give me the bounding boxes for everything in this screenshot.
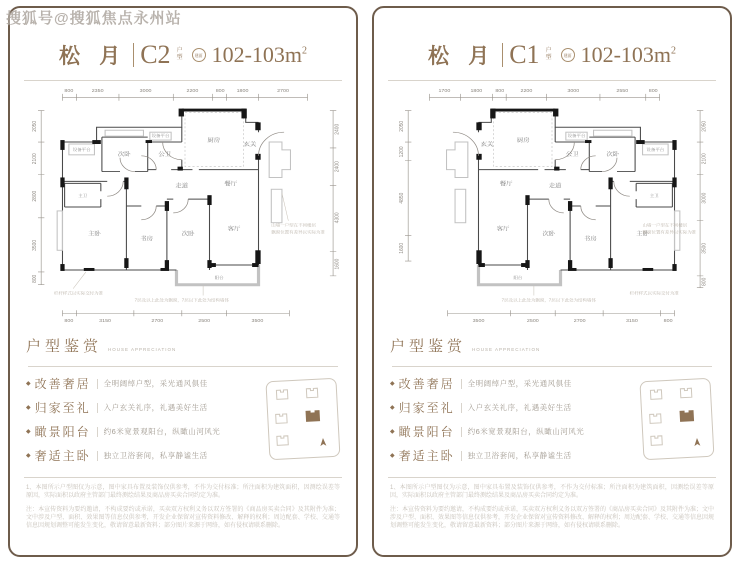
disclaimer [22, 484, 344, 530]
title-rule [388, 80, 716, 81]
svg-text:山墙一户型在不同楼层: 山墙一户型在不同楼层 [271, 222, 316, 228]
svg-text:飘窗位置有差异以实际为准: 飘窗位置有差异以实际为准 [642, 229, 697, 235]
svg-text:2500: 2500 [526, 318, 539, 325]
plan-notes [502, 222, 697, 304]
area-value [212, 42, 307, 68]
features-rule [24, 477, 342, 478]
card-title-c2 [22, 40, 344, 70]
room-living: 客厅 [496, 225, 510, 233]
room-bath: 公卫 [158, 151, 172, 158]
svg-text:800: 800 [64, 318, 74, 325]
svg-text:3500: 3500 [251, 318, 264, 325]
dims-bottom [62, 310, 289, 324]
svg-text:1800: 1800 [236, 88, 249, 94]
appreciation-title: 户型鉴赏 [390, 339, 467, 355]
feature-desc: 入户玄关礼序，礼遇美好生活 [103, 403, 208, 412]
feature-desc: 约6米宽景观阳台，纵瞰山河风光 [103, 427, 221, 436]
feature-desc: 独立卫浴套间，私享静谧生活 [103, 451, 208, 460]
site-keyplan [264, 377, 342, 463]
disclaimer-p1: 1、本图所示户型图仅为示意，图中家具布置及装饰仅供参考，不作为交付标准；所注面积为建筑面积，因测绘误差等原因，实际面积以政府主管部门最终测绘结果及商品房买卖合同约定为准。 [390, 485, 714, 499]
floorplan-c1-wrap [386, 83, 718, 329]
svg-text:2200: 2200 [520, 88, 533, 94]
diamond-icon: ◆ [26, 405, 31, 411]
feature-title: 奢适主卧 [34, 449, 91, 463]
dims-left [399, 111, 412, 262]
svg-text:3000: 3000 [701, 192, 708, 204]
area-number: 102-103m [580, 42, 672, 67]
title-divider [133, 43, 134, 67]
feature-separator [97, 451, 98, 461]
dims-left [32, 111, 45, 285]
svg-text:2400: 2400 [334, 123, 341, 135]
svg-text:2700: 2700 [573, 318, 586, 325]
area-number: 102-103m [211, 42, 303, 67]
area-sup: 2 [302, 45, 308, 57]
unit-code: C2 [140, 40, 171, 69]
feature-desc: 约6米宽景观阳台，纵瞰山河风光 [467, 427, 585, 436]
appreciation-title: 户型鉴赏 [26, 339, 103, 355]
feature-separator [97, 403, 98, 413]
disclaimer-p1: 1、本图所示户型图仅为示意，图中家具布置及装饰仅供参考，不作为交付标准；所注面积为建筑面积，因测绘误差等原因，实际面积以政府主管部门最终测绘结果及商品房买卖合同约定为准。 [26, 485, 340, 499]
svg-text:3150: 3150 [625, 318, 638, 325]
title-divider [502, 43, 503, 67]
dims-top [429, 88, 659, 101]
title-rule [24, 80, 342, 81]
floorplan-card-c2 [8, 6, 358, 557]
svg-text:2500: 2500 [198, 318, 211, 325]
room-bedroom2: 次卧 [606, 151, 620, 158]
appreciation-rule [392, 366, 712, 367]
svg-text:2400: 2400 [334, 161, 341, 173]
svg-text:1200: 1200 [398, 146, 405, 158]
feature-separator [461, 427, 462, 437]
plan-structure [57, 109, 290, 296]
floorplan-c2-drawing [22, 83, 348, 329]
feature-title: 奢适主卧 [398, 449, 455, 463]
unit-code: C1 [509, 40, 540, 69]
svg-text:800: 800 [495, 88, 505, 94]
svg-text:800: 800 [663, 318, 673, 325]
brand-name: 松 月 [427, 44, 497, 68]
appreciation-subtitle: HOUSE APPRECIATION [472, 347, 541, 352]
dims-bottom [448, 310, 675, 324]
svg-text:飘窗位置有差异以实际为准: 飘窗位置有差异以实际为准 [271, 229, 325, 235]
card-title-c1 [386, 40, 718, 70]
feature-title: 归家至礼 [398, 401, 455, 415]
disclaimer [386, 484, 718, 530]
diamond-icon: ◆ [390, 429, 395, 435]
floorplan-card-c1 [372, 6, 732, 557]
svg-text:800: 800 [64, 88, 74, 94]
room-masterbath: 主卫 [78, 193, 88, 199]
room-living: 客厅 [227, 225, 241, 233]
sohu-watermark: 搜狐号@搜狐焦点永州站 [6, 10, 182, 27]
room-kitchen: 厨房 [207, 137, 221, 144]
room-masterbath: 主卫 [649, 193, 659, 199]
svg-text:2100: 2100 [31, 153, 38, 165]
unit-suffix-label: 户型 [545, 48, 552, 61]
diamond-icon: ◆ [26, 381, 31, 387]
svg-text:1700: 1700 [438, 88, 451, 94]
room-dining: 餐厅 [499, 180, 513, 188]
room-bedroom2: 次卧 [117, 151, 131, 158]
room-bedroom3: 次卧 [542, 230, 556, 238]
svg-text:2050: 2050 [398, 120, 405, 132]
dims-top [62, 88, 307, 101]
area-sup: 2 [671, 45, 677, 57]
room-balcony: 阳台 [214, 274, 224, 280]
diamond-icon: ◆ [390, 405, 395, 411]
diamond-icon: ◆ [26, 429, 31, 435]
feature-title: 瞰景阳台 [398, 425, 455, 439]
room-corridor: 走道 [175, 182, 189, 190]
feature-separator [461, 379, 462, 389]
diamond-icon: ◆ [26, 453, 31, 459]
svg-text:4850: 4850 [398, 192, 405, 204]
svg-text:3150: 3150 [99, 318, 112, 325]
room-dining: 餐厅 [224, 180, 238, 188]
svg-text:3000: 3000 [139, 88, 152, 94]
svg-text:栏杆样式以实际交付为准: 栏杆样式以实际交付为准 [629, 290, 679, 296]
room-corridor: 走道 [548, 182, 562, 190]
room-balcony: 阳台 [513, 274, 523, 280]
room-bath: 公卫 [565, 151, 579, 158]
room-master: 主卧 [88, 230, 101, 238]
svg-text:栏杆样式以实际交付为准: 栏杆样式以实际交付为准 [53, 290, 104, 296]
feature-desc: 入户玄关礼序，礼遇美好生活 [467, 403, 572, 412]
feature-title: 改善奢居 [34, 377, 91, 391]
room-equip1: 设备平台 [72, 147, 91, 152]
svg-text:7层及以上此处为飘窗，7层以下此处为结构墙体: 7层及以上此处为飘窗，7层以下此处为结构墙体 [501, 297, 596, 303]
svg-text:7层及以上此处为飘窗，7层以下此处为结构墙体: 7层及以上此处为飘窗，7层以下此处为结构墙体 [134, 297, 229, 303]
svg-text:2550: 2550 [616, 88, 629, 94]
room-master: 主卧 [636, 230, 649, 238]
room-entry: 玄关 [480, 141, 494, 148]
feature-title: 归家至礼 [34, 401, 91, 415]
diamond-icon: ◆ [390, 381, 395, 387]
room-bedroom3: 次卧 [181, 230, 195, 238]
unit-suffix-label: 户型 [176, 48, 183, 61]
room-kitchen: 厨房 [516, 137, 530, 144]
svg-text:3500: 3500 [701, 242, 708, 254]
svg-text:800: 800 [31, 274, 38, 283]
disclaimer-p2: 注：本宣传资料为要约邀请，不构成要约或承诺，买卖双方权利义务以双方签署的《商品房买卖合同》及其附件为准；文中涉及户型、面积、效果图等信息仅供参考，开发企业保留对宣传资料修改、解释的权利；周边配套、学校、交通等信息因规划调整可能发生变化，敬请留意最新资料；部分图片来源于网络，如有侵权请联系删除。 [26, 507, 340, 529]
svg-text:2350: 2350 [91, 88, 104, 94]
feature-desc: 全明阔绰户型，采光通风俱佳 [103, 379, 208, 388]
svg-text:1600: 1600 [334, 258, 341, 270]
svg-text:800: 800 [215, 88, 225, 94]
features [386, 375, 718, 467]
room-equip1: 设备平台 [646, 147, 665, 152]
room-study: 书房 [583, 235, 597, 243]
svg-text:800: 800 [648, 88, 658, 94]
appreciation-section [22, 335, 344, 367]
diamond-icon: ◆ [390, 453, 395, 459]
svg-text:4300: 4300 [334, 212, 341, 224]
svg-text:3000: 3000 [567, 88, 580, 94]
disclaimer-p2: 注：本宣传资料为要约邀请，不构成要约或承诺，买卖双方权利义务以双方签署的《商品房买卖合同》及其附件为准；文中涉及户型、面积、效果图等信息仅供参考，开发企业保留对宣传资料修改、解释的权利；周边配套、学校、交通等信息因规划调整可能发生变化，敬请留意最新资料；部分图片来源于网络，如有侵权请联系删除。 [390, 507, 715, 529]
svg-text:800: 800 [701, 277, 708, 286]
svg-text:2050: 2050 [31, 120, 38, 132]
area-value [581, 42, 676, 68]
svg-text:3500: 3500 [472, 318, 485, 325]
feature-separator [461, 403, 462, 413]
svg-text:2100: 2100 [701, 153, 708, 165]
appreciation-rule [28, 366, 338, 367]
svg-text:2050: 2050 [701, 120, 708, 132]
feature-desc: 独立卫浴套间，私享静谧生活 [467, 451, 572, 460]
site-keyplan [638, 377, 716, 463]
room-entry: 玄关 [243, 141, 257, 148]
feature-title: 改善奢居 [398, 377, 455, 391]
svg-text:1600: 1600 [398, 242, 405, 254]
feature-separator [97, 379, 98, 389]
plan-structure [447, 109, 680, 296]
appreciation-subtitle: HOUSE APPRECIATION [108, 347, 177, 352]
area-badge-icon: 建面 [192, 48, 206, 62]
svg-text:1800: 1800 [470, 88, 483, 94]
svg-text:2700: 2700 [151, 318, 164, 325]
floorplan-c2-wrap [22, 83, 344, 329]
room-equip2: 设备平台 [567, 133, 586, 139]
svg-text:2700: 2700 [277, 88, 289, 94]
feature-title: 瞰景阳台 [34, 425, 91, 439]
features [22, 375, 344, 467]
room-study: 书房 [140, 235, 154, 243]
feature-desc: 全明阔绰户型，采光通风俱佳 [467, 379, 572, 388]
feature-separator [97, 427, 98, 437]
svg-text:山墙一户型在不同楼层: 山墙一户型在不同楼层 [642, 222, 688, 228]
dims-right [330, 111, 341, 276]
svg-text:2800: 2800 [31, 190, 38, 202]
svg-text:3500: 3500 [31, 239, 38, 251]
floorplan-c1-drawing [389, 83, 715, 329]
appreciation-section [386, 335, 718, 367]
feature-separator [461, 451, 462, 461]
svg-text:2200: 2200 [186, 88, 199, 94]
brand-name: 松 月 [58, 44, 128, 68]
room-equip2: 设备平台 [151, 133, 170, 139]
features-rule [388, 477, 716, 478]
area-badge-icon: 建面 [561, 48, 575, 62]
dims-right [697, 111, 708, 288]
